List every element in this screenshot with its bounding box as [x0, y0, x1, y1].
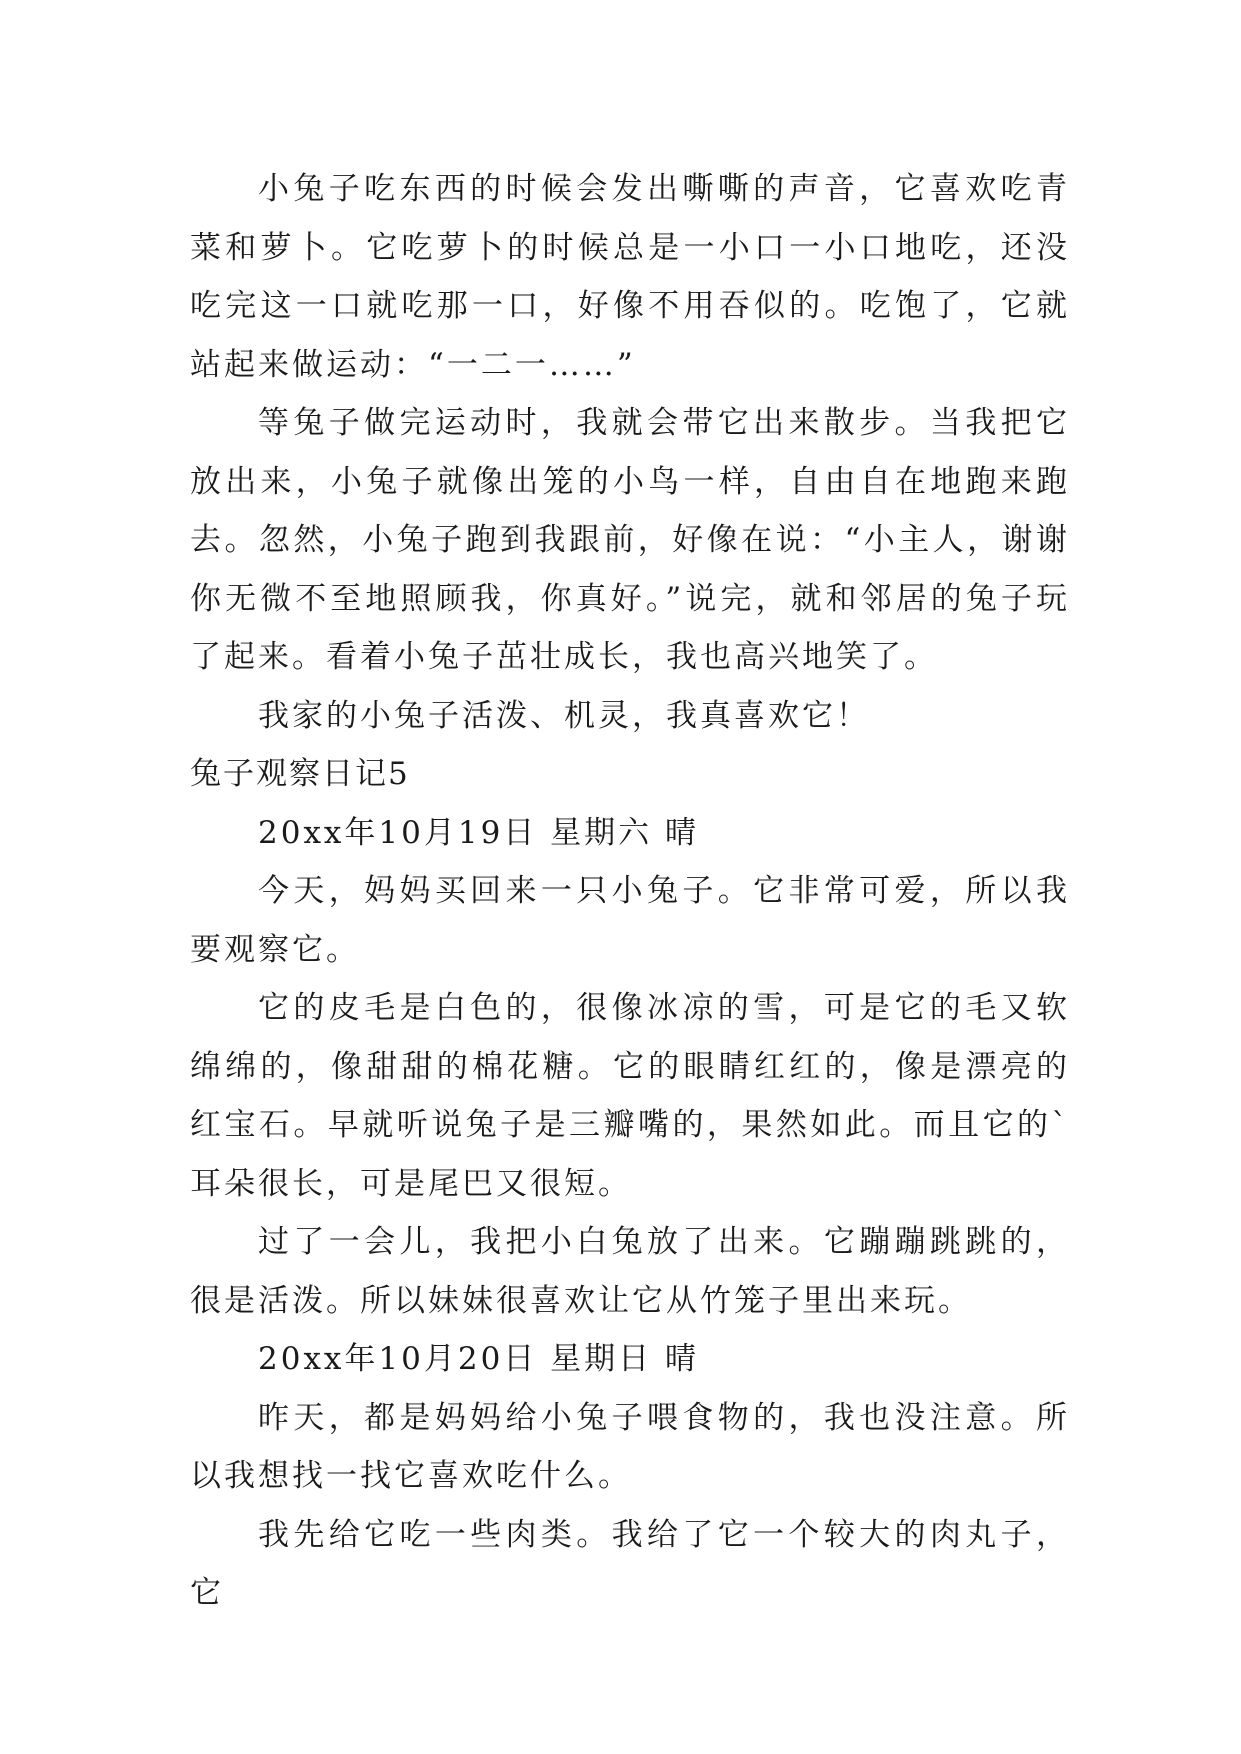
section-heading: 兔子观察日记5	[190, 756, 410, 792]
paragraph-1: 小兔子吃东西的时候会发出嘶嘶的声音，它喜欢吃青菜和萝卜。它吃萝卜的时候总是一小口一小口地吃，还没吃完这一口就吃那一口，好像不用吞似的。吃饱了，它就站起来做运动：“一二一……”	[190, 171, 1070, 383]
paragraph-5: 它的皮毛是白色的，很像冰凉的雪，可是它的毛又软绵绵的，像甜甜的棉花糖。它的眼睛红红的，像是漂亮的红宝石。早就听说兔子是三瓣嘴的，果然如此。而且它的`耳朵很长，可是尾巴又很短。	[190, 990, 1070, 1202]
diary-date-1: 20xx年10月19日 星期六 晴	[258, 814, 700, 851]
paragraph-4: 今天，妈妈买回来一只小兔子。它非常可爱，所以我要观察它。	[190, 873, 1070, 968]
paragraph-3: 我家的小兔子活泼、机灵，我真喜欢它！	[258, 697, 870, 734]
paragraph-7: 昨天，都是妈妈给小兔子喂食物的，我也没注意。所以我想找一找它喜欢吃什么。	[190, 1399, 1070, 1494]
document-body	[190, 160, 1070, 1623]
diary-date-2: 20xx年10月20日 星期日 晴	[258, 1341, 700, 1377]
paragraph-2: 等兔子做完运动时，我就会带它出来散步。当我把它放出来，小兔子就像出笼的小鸟一样，自由自在地跑来跑去。忽然，小兔子跑到我跟前，好像在说：“小主人，谢谢你无微不至地照顾我，你真好。”说完，就和邻居的兔子玩了起来。看着小兔子茁壮成长，我也高兴地笑了。	[190, 405, 1070, 675]
paragraph-6: 过了一会儿，我把小白兔放了出来。它蹦蹦跳跳的，很是活泼。所以妹妹很喜欢让它从竹笼子里出来玩。	[190, 1224, 1070, 1319]
paragraph-8: 我先给它吃一些肉类。我给了它一个较大的肉丸子，它	[190, 1516, 1070, 1611]
